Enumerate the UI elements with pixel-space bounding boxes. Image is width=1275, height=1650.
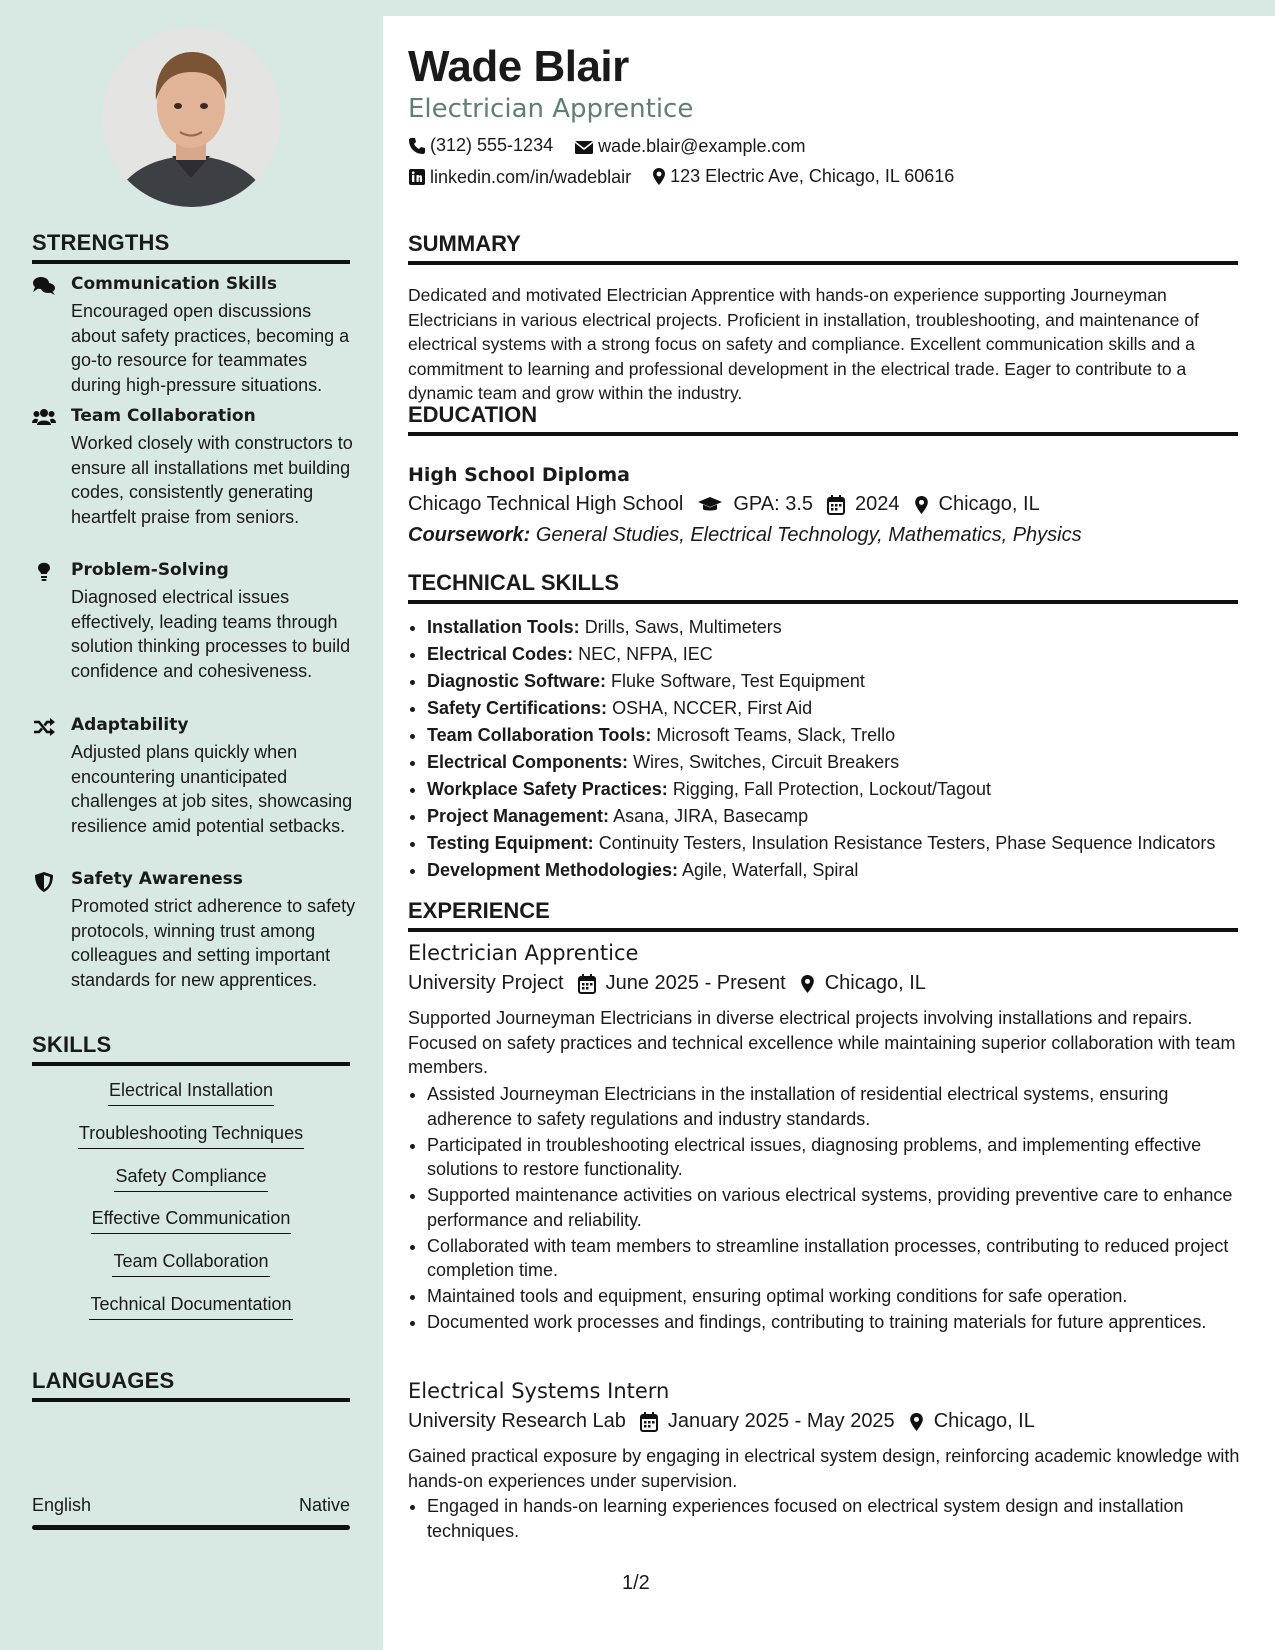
phone-number[interactable]: (312) 555-1234 — [430, 135, 554, 155]
list-item: • Maintained tools and equipment, ensuring optimal working conditions for safe operation. — [427, 1284, 1257, 1309]
calendar-icon — [578, 974, 596, 994]
strength-title: Adaptability — [71, 715, 189, 735]
strengths-heading: STRENGTHS — [32, 230, 350, 264]
job-meta — [408, 972, 940, 995]
email-link[interactable]: wade.blair@example.com — [598, 136, 806, 156]
envelope-icon — [574, 139, 594, 155]
summary-text: Dedicated and motivated Electrician Apprentice with hands-on experience supporting Journeyman Electricians in various electrical projects. Proficient in installation, troubleshooting, and maintenance of electrical systems with a strong focus on safety and compliance. Excellent communication skills and a commitment to learning and professional development in the electrical trade. Eager to contribute to a dynamic team and grow within the industry. — [408, 285, 1199, 403]
list-item: • Team Collaboration Tools: Microsoft Teams, Slack, Trello — [427, 722, 1267, 749]
experience-heading: EXPERIENCE — [408, 898, 1238, 932]
languages-heading: LANGUAGES — [32, 1368, 350, 1402]
contact-row — [408, 135, 821, 160]
strength-title: Problem-Solving — [71, 560, 229, 580]
map-pin-icon — [652, 167, 666, 186]
summary-heading: SUMMARY — [408, 231, 1238, 265]
coursework-label: Coursework: — [408, 524, 531, 546]
strength-description: Promoted strict adherence to safety protocols, winning trust among colleagues and setting important standards for new apprentices. — [71, 896, 356, 990]
skill-tag: Troubleshooting Techniques — [32, 1123, 350, 1149]
calendar-icon — [827, 495, 845, 515]
language-name: English — [32, 1495, 92, 1515]
strength-description: Encouraged open discussions about safety practices, becoming a go-to resource for teammates during high-pressure situations. — [71, 301, 350, 395]
list-item: • Workplace Safety Practices: Rigging, Fall Protection, Lockout/Tagout — [427, 776, 1267, 803]
strength-description: Adjusted plans quickly when encountering unanticipated challenges at job sites, showcasing resilience amid potential setbacks. — [71, 742, 353, 836]
skill-tag: Electrical Installation — [32, 1080, 350, 1106]
linkedin-icon — [408, 168, 426, 186]
map-pin-icon — [914, 495, 929, 515]
job-location: Chicago, IL — [933, 1410, 1035, 1432]
calendar-icon — [640, 1412, 658, 1432]
list-item: • Engaged in hands-on learning experiences focused on electrical system design and installation techniques. — [427, 1494, 1257, 1543]
job-description: Gained practical exposure by engaging in electrical system design, reinforcing academic knowledge with hands-on experiences under supervision. — [408, 1446, 1240, 1491]
users-icon — [32, 408, 56, 430]
technical-skills-list — [408, 614, 1267, 884]
job-dates: June 2025 - Present — [605, 972, 786, 994]
job-title: Electrician Apprentice — [408, 941, 639, 965]
list-item: • Safety Certifications: OSHA, NCCER, First Aid — [427, 695, 1267, 722]
page-number: 1/2 — [622, 1572, 650, 1594]
skill-tag: Safety Compliance — [32, 1166, 350, 1192]
language-level-bar — [32, 1525, 350, 1530]
map-pin-icon — [909, 1412, 924, 1432]
list-item: • Electrical Components: Wires, Switches, Circuit Breakers — [427, 749, 1267, 776]
organization: University Research Lab — [408, 1410, 626, 1432]
job-description: Supported Journeyman Electricians in diverse electrical projects involving installations and repairs. Focused on safety practices and technical excellence while maintaining superior collaboration with team members. — [408, 1008, 1236, 1077]
shuffle-icon — [32, 717, 56, 739]
strength-title: Safety Awareness — [71, 869, 243, 889]
list-item: • Collaborated with team members to streamline installation processes, contributing to reduced project completion time. — [427, 1234, 1257, 1283]
profile-photo — [102, 28, 281, 207]
graduation-cap-icon — [697, 496, 723, 514]
list-item: • Development Methodologies: Agile, Waterfall, Spiral — [427, 857, 1267, 884]
list-item: • Project Management: Asana, JIRA, Basecamp — [427, 803, 1267, 830]
job-bullets — [408, 1082, 1257, 1336]
graduation-year: 2024 — [855, 493, 900, 515]
language-row — [32, 1495, 350, 1516]
list-item: • Electrical Codes: NEC, NFPA, IEC — [427, 641, 1267, 668]
list-item: • Participated in troubleshooting electrical issues, diagnosing problems, and implementing effective solutions to restore functionality. — [427, 1133, 1257, 1182]
sidebar — [0, 0, 383, 1650]
strength-description: Diagnosed electrical issues effectively, leading teams through solution thinking processes to build confidence and cohesiveness. — [71, 587, 351, 681]
list-item: • Assisted Journeyman Electricians in the installation of residential electrical systems, ensuring adherence to safety regulations and industry standards. — [427, 1082, 1257, 1131]
phone-icon — [408, 137, 426, 155]
skill-tag: Team Collaboration — [32, 1251, 350, 1277]
list-item: • Supported maintenance activities on various electrical systems, providing preventive care to enhance performance and reliability. — [427, 1183, 1257, 1232]
education-meta — [408, 493, 1054, 516]
shield-icon — [32, 871, 56, 893]
job-title: Electrical Systems Intern — [408, 1379, 670, 1403]
education-heading: EDUCATION — [408, 402, 1238, 436]
list-item: • Documented work processes and findings, contributing to training materials for future apprentices. — [427, 1310, 1257, 1335]
list-item: • Installation Tools: Drills, Saws, Multimeters — [427, 614, 1267, 641]
candidate-name: Wade Blair — [408, 42, 629, 91]
language-level: Native — [298, 1495, 350, 1515]
map-pin-icon — [800, 974, 815, 994]
job-location: Chicago, IL — [824, 972, 926, 994]
job-meta — [408, 1410, 1049, 1433]
coursework-list: General Studies, Electrical Technology, Mathematics, Physics — [535, 524, 1082, 546]
coursework — [408, 524, 1082, 547]
lightbulb-icon — [32, 562, 56, 584]
skill-tag: Technical Documentation — [32, 1294, 350, 1320]
technical-skills-heading: TECHNICAL SKILLS — [408, 570, 1238, 604]
skill-tag: Effective Communication — [32, 1208, 350, 1234]
address: 123 Electric Ave, Chicago, IL 60616 — [670, 166, 955, 186]
education-location: Chicago, IL — [938, 493, 1040, 515]
skills-heading: SKILLS — [32, 1032, 350, 1066]
list-item: • Testing Equipment: Continuity Testers, Insulation Resistance Testers, Phase Sequence Indicators — [427, 830, 1267, 857]
organization: University Project — [408, 972, 564, 994]
list-item: • Diagnostic Software: Fluke Software, Test Equipment — [427, 668, 1267, 695]
degree: High School Diploma — [408, 464, 630, 486]
strength-description: Worked closely with constructors to ensure all installations met building codes, consistently generating heartfelt praise from seniors. — [71, 433, 353, 527]
job-dates: January 2025 - May 2025 — [667, 1410, 895, 1432]
strength-title: Team Collaboration — [71, 406, 256, 426]
strength-title: Communication Skills — [71, 274, 277, 294]
job-bullets — [408, 1494, 1257, 1545]
linkedin-link[interactable]: linkedin.com/in/wadeblair — [430, 166, 632, 187]
gpa: GPA: 3.5 — [733, 493, 814, 515]
comments-icon — [32, 276, 56, 298]
school-name: Chicago Technical High School — [408, 493, 684, 515]
contact-row — [408, 166, 970, 191]
job-title-header: Electrician Apprentice — [408, 94, 694, 124]
